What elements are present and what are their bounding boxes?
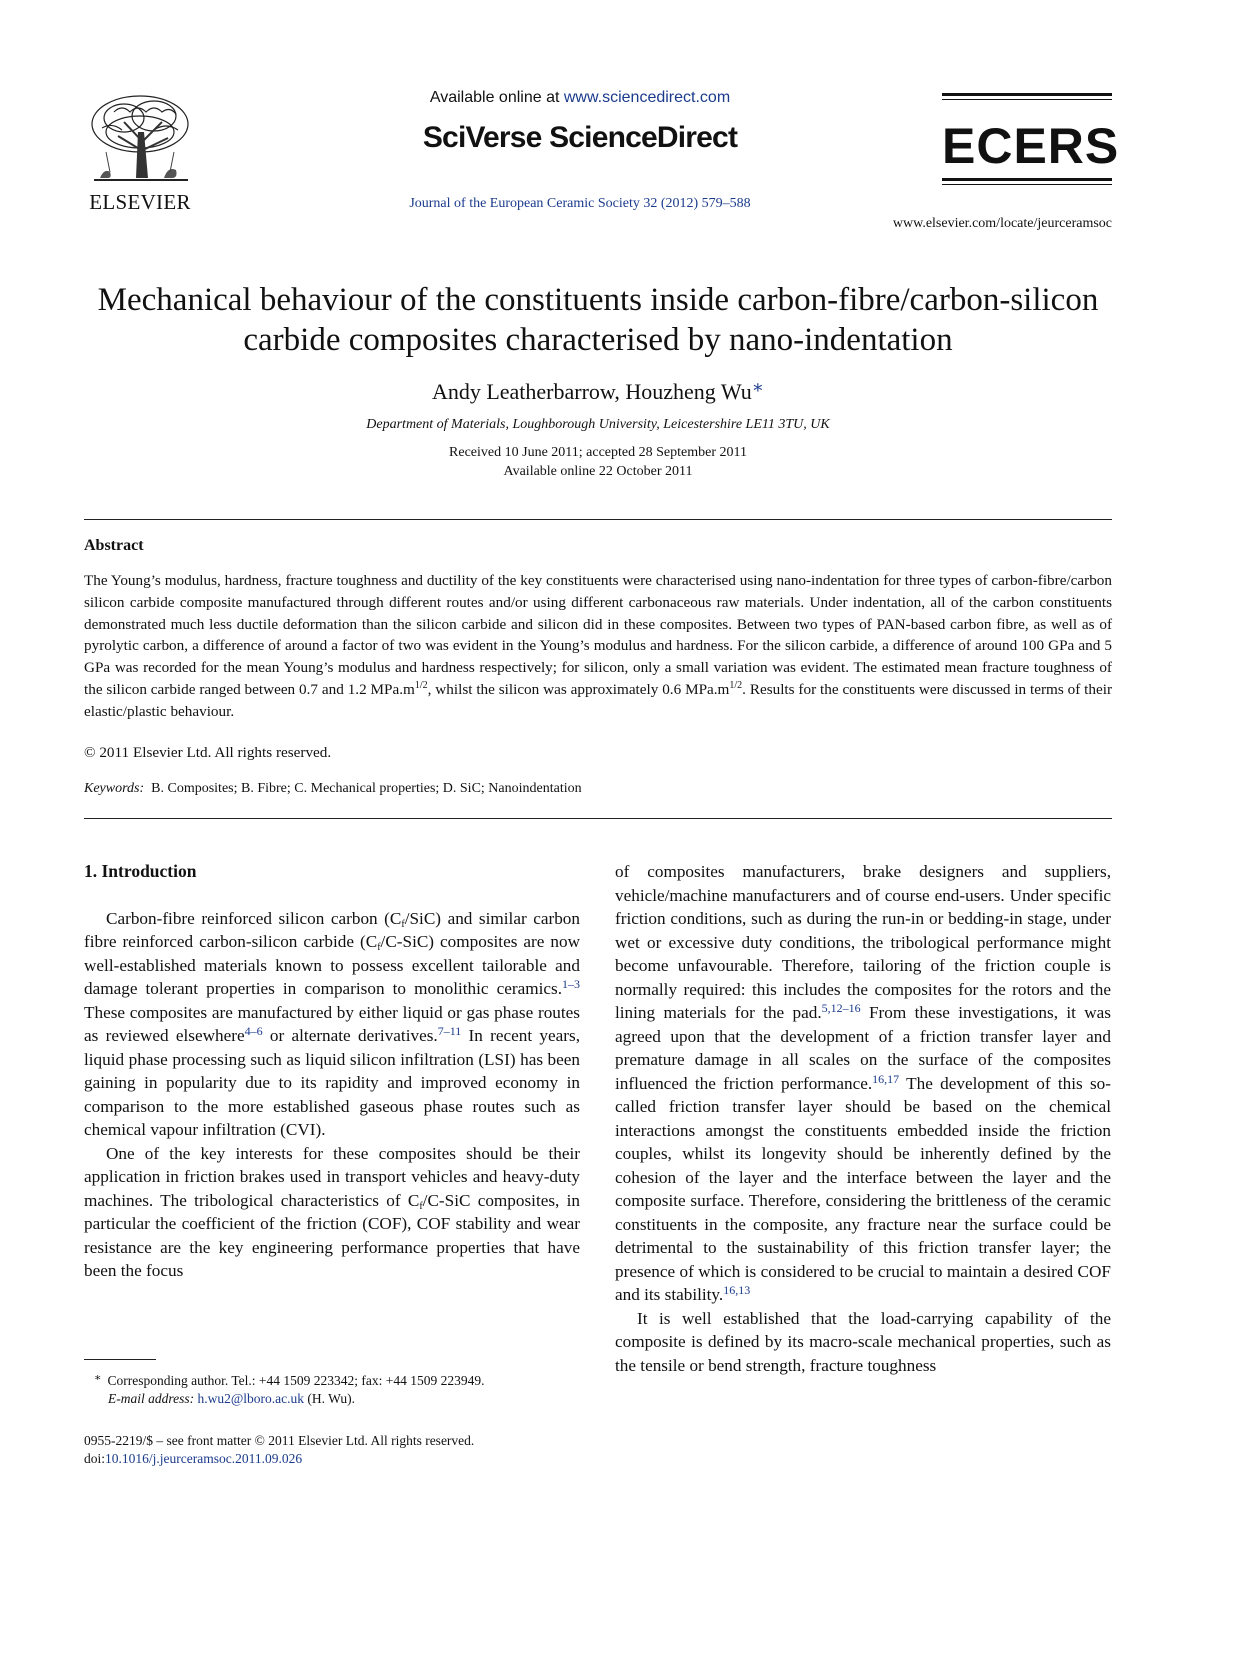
- text: From these investigations, it was agreed upon that the development of a friction transfer layer and premature damage in all scales on the surface of the composites influenced the friction performance.: [615, 1003, 1111, 1093]
- subscript: f: [419, 1200, 423, 1212]
- available-date: Available online 22 October 2011: [503, 464, 693, 479]
- text: /C-SiC) composites are now well-established materials known to possess excellent tailorable and damage tolerant properties in comparison to monolithic ceramics.: [84, 932, 580, 998]
- text: The development of this so-called friction transfer layer should be based on the chemical interactions amongst the constituents embedded inside the friction couples, whilst its longevity should be inherently defined by the cohesion of the layer and the interface between the layer and the composite surface. Therefore, considering the brittleness of the ceramic constituents in the composite, any fracture near the surface could be detrimental to the sustainability of this friction transfer layer; the presence of which is considered to be crucial to maintain a desired COF and its stability.: [615, 1073, 1111, 1304]
- corresponding-author-note: Corresponding author. Tel.: +44 1509 223342; fax: +44 1509 223949.: [107, 1373, 485, 1388]
- title-line: carbide composites characterised by nano-indentation: [243, 322, 953, 358]
- text: Carbon-fibre reinforced silicon carbon (C: [106, 908, 402, 928]
- sciencedirect-link[interactable]: www.sciencedirect.com: [563, 89, 731, 106]
- subscript: f: [377, 942, 381, 953]
- author-names: Andy Leatherbarrow, Houzheng Wu: [431, 379, 752, 404]
- citation-link[interactable]: 16,17: [872, 1071, 900, 1086]
- right-column: [615, 860, 1111, 1377]
- section-divider: [84, 818, 1112, 819]
- exponent: 1/2: [414, 679, 428, 691]
- text: or alternate derivatives.: [262, 1026, 438, 1045]
- abstract-heading: Abstract: [84, 537, 144, 554]
- paragraph: [84, 907, 580, 1142]
- citation-link[interactable]: 7–11: [437, 1024, 462, 1038]
- header-rule: [942, 99, 1112, 100]
- header-rule: [942, 184, 1112, 185]
- section-heading: 1. Introduction: [84, 861, 197, 881]
- paragraph: [615, 860, 1111, 1307]
- citation-link[interactable]: 5,12–16: [821, 1001, 861, 1015]
- elsevier-tree-icon: [84, 92, 196, 188]
- journal-reference[interactable]: Journal of the European Ceramic Society 32 (2012) 579–588: [409, 196, 751, 211]
- paragraph: It is well established that the load-carrying capability of the composite is defined by its macro-scale mechanical properties, such as the tensile or bend strength, fracture toughness: [615, 1308, 1111, 1375]
- keywords: [84, 781, 582, 797]
- email-link[interactable]: h.wu2@lboro.ac.uk: [197, 1391, 305, 1406]
- citation-link[interactable]: 16,13: [723, 1283, 751, 1297]
- header-rule: [942, 93, 1112, 96]
- doi-link[interactable]: 10.1016/j.jeurceramsoc.2011.09.026: [105, 1451, 303, 1466]
- header-rule: [942, 178, 1112, 181]
- footnote-marker: ∗: [94, 1372, 102, 1384]
- paragraph: [84, 1142, 580, 1283]
- section-divider: [84, 519, 1112, 520]
- exponent: 1/2: [729, 679, 743, 691]
- email-label: E-mail address:: [108, 1391, 195, 1406]
- available-online: [360, 89, 800, 107]
- article-title: [84, 280, 1112, 360]
- citation-link[interactable]: 1–3: [562, 977, 580, 991]
- footnote-rule: [84, 1359, 156, 1360]
- keywords-label: Keywords:: [84, 781, 145, 796]
- abstract-text-part: . Results for the constituents were discussed in terms of their elastic/plastic behaviour.: [84, 680, 1112, 720]
- subscript: f: [401, 918, 405, 930]
- doi-label: doi:: [84, 1451, 106, 1466]
- title-line: Mechanical behaviour of the constituents inside carbon-fibre/carbon-silicon: [97, 282, 1099, 318]
- platform-name: SciVerse ScienceDirect: [422, 121, 738, 154]
- abstract-text-part: , whilst the silicon was approximately 0.6 MPa.m: [427, 680, 730, 698]
- abstract-text: [84, 570, 1112, 723]
- email-suffix: (H. Wu).: [304, 1391, 355, 1406]
- society-logo: ECERS: [942, 118, 1120, 174]
- journal-url[interactable]: www.elsevier.com/locate/jeurceramsoc: [892, 216, 1112, 231]
- keywords-list: B. Composites; B. Fibre; C. Mechanical properties; D. SiC; Nanoindentation: [151, 781, 582, 796]
- publisher-name: ELSEVIER: [89, 190, 191, 214]
- text: These composites are manufactured by either liquid or gas phase routes as reviewed elsewhere: [84, 1002, 580, 1045]
- citation-link[interactable]: 4–6: [244, 1024, 263, 1038]
- left-column: [84, 860, 580, 1283]
- abstract-copyright: © 2011 Elsevier Ltd. All rights reserved.: [84, 744, 332, 761]
- text: of composites manufacturers, brake designers and suppliers, vehicle/machine manufacturers and of course end-users. Under specific friction conditions, such as during the run-in or bedding-in stage, under wet or excessive duty conditions, the tribological performance might become unfavourable. Therefore, tailoring of the friction couple is normally required: this includes the composites for the rotors and the lining materials for the pad.: [615, 862, 1111, 1022]
- corresponding-author-marker[interactable]: ∗: [751, 377, 765, 397]
- article-dates: [84, 443, 1112, 481]
- text: One of the key interests for these composites should be their application in friction brakes used in transport vehicles and heavy-duty machines. The tribological characteristics of C: [84, 1143, 580, 1210]
- issn-line: 0955-2219/$ – see front matter © 2011 Elsevier Ltd. All rights reserved.: [84, 1433, 475, 1448]
- footnote: [84, 1369, 584, 1408]
- text: /C-SiC composites, in particular the coefficient of the friction (COF), COF stability and wear resistance are the key engineering performance properties that have been the focus: [84, 1190, 580, 1280]
- authors: [84, 377, 1112, 405]
- text: /SiC) and similar carbon fibre reinforced carbon-silicon carbide (C: [84, 908, 580, 951]
- text: In recent years, liquid phase processing such as liquid silicon infiltration (LSI) has been gaining in popularity due to its rapidity and improved economy in comparison to the more established gaseous phase routes such as chemical vapour infiltration (CVI).: [84, 1026, 580, 1139]
- received-date: Received 10 June 2011; accepted 28 September 2011: [449, 445, 747, 460]
- abstract-text-part: The Young’s modulus, hardness, fracture toughness and ductility of the key constituents were characterised using nano-indentation for three types of carbon-fibre/carbon silicon carbide composite manufactured through different routes and/or using different carbonaceous raw materials. Under indentation, all of the carbon constituents demonstrated much less ductile deformation than the silicon carbide and silicon did in these composites. Between two types of PAN-based carbon fibre, as well as of pyrolytic carbon, a difference of around a factor of two was evident in the Young’s modulus and hardness. For the silicon carbide, a difference of around 100 GPa and 5 GPa was recorded for the mean Young’s modulus and hardness respectively; for silicon, only a small variation was evident. The estimated mean fracture toughness of the silicon carbide ranged between 0.7 and 1.2 MPa.m: [84, 572, 1112, 698]
- available-prefix: Available online at: [429, 89, 564, 106]
- front-matter: [84, 1432, 604, 1468]
- affiliation: Department of Materials, Loughborough University, Leicestershire LE11 3TU, UK: [366, 417, 830, 432]
